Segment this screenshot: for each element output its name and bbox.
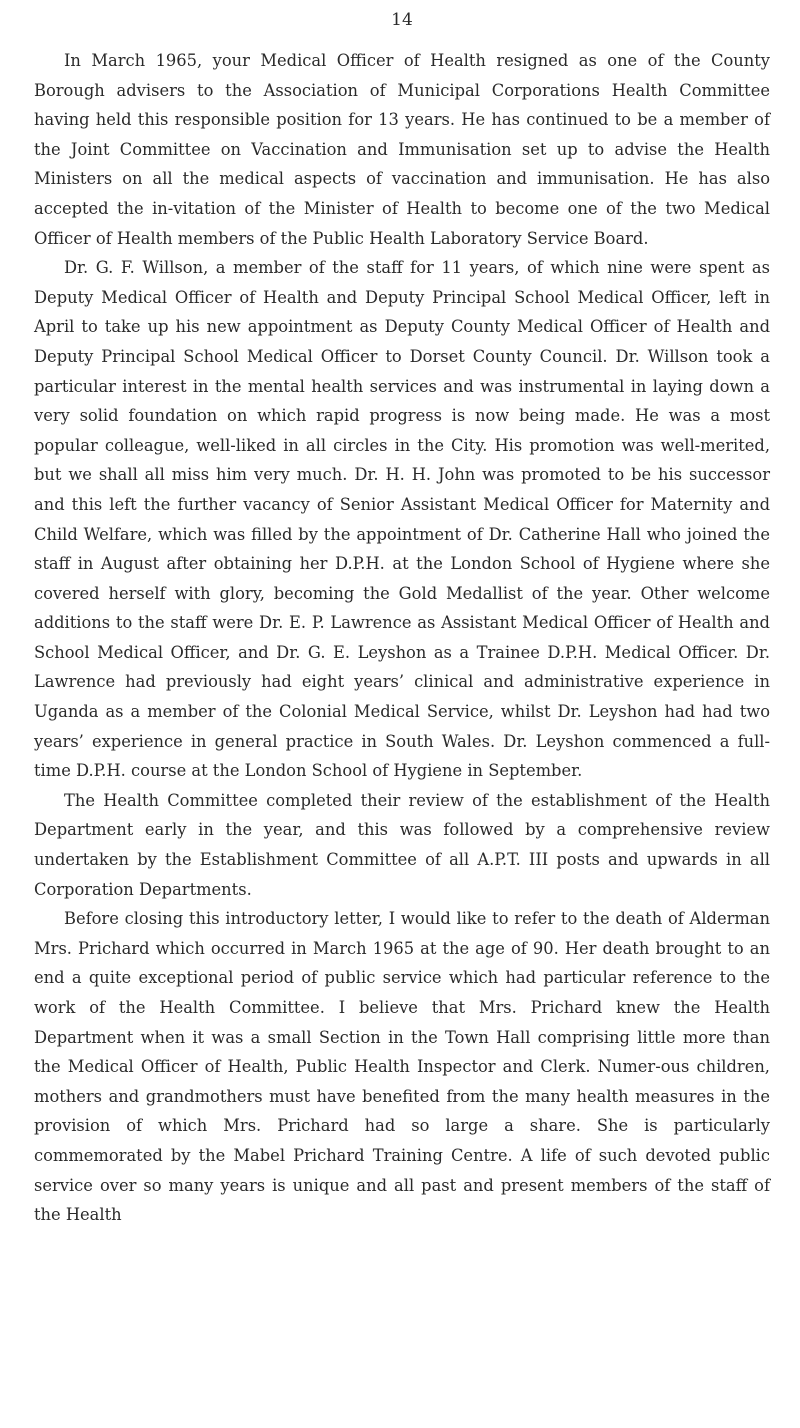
paragraph-staff-changes: Dr. G. F. Willson, a member of the staff for 11 years, of which nine were spent as Deputy Medical Officer of Health and Deputy Principal School Medical Officer, left in April to take up his new appointment as Deputy County Medical Officer of Health and Deputy Principal School Medical Officer to Dorset County Council. Dr. Willson took a particular interest in the mental health services and was instrumental in laying down a very solid foundation on which rapid progress is now being made. He was a most popular colleague, well-liked in all circles in the City. His promotion was well-merited, but we shall all miss him very much. Dr. H. H. John was promoted to be his successor and this left the further vacancy of Senior Assistant Medical Officer for Maternity and Child Welfare, which was filled by the appointment of Dr. Catherine Hall who joined the staff in August after obtaining her D.P.H. at the London School of Hygiene where she covered herself with glory, becoming the Gold Medallist of the year. Other welcome additions to the staff were Dr. E. P. Lawrence as Assistant Medical Officer of Health and School Medical Officer, and Dr. G. E. Leyshon as a Trainee D.P.H. Medical Officer. Dr. Lawrence had previously had eight years’ clinical and administrative experience in Uganda as a member of the Colonial Medical Service, whilst Dr. Leyshon had had two years’ experience in general practice in South Wales. Dr. Leyshon commenced a full-time D.P.H. course at the London School of Hygiene in September. bbox=[34, 258, 770, 781]
paragraph-establishment-review: The Health Committee completed their review of the establishment of the Health Department early in the year, and this was followed by a comprehensive review undertaken by the Establishment Committee of all A.P.T. III posts and upwards in all Corporation Departments. bbox=[34, 790, 770, 899]
page-number: 14 bbox=[391, 10, 413, 30]
paragraph-tribute: Before closing this introductory letter, I would like to refer to the death of Alderman Mrs. Prichard which occurred in March 1965 at the age of 90. Her death brought to an end a quite exceptional period of public service which had particular reference to the work of the Health Committee. I believe that Mrs. Prichard knew the Health Department when it was a small Section in the Town Hall comprising little more than the Medical Officer of Health, Public Health Inspector and Clerk. Numer-ous children, mothers and grandmothers must have benefited from the many health measures in the provision of which Mrs. Prichard had so large a share. She is particularly commemorated by the Mabel Prichard Training Centre. A life of such devoted public service over so many years is unique and all past and present members of the staff of the Health bbox=[34, 909, 770, 1225]
paragraph-resignation: In March 1965, your Medical Officer of Health resigned as one of the County Borough advisers to the Association of Municipal Corporations Health Committee having held this responsible position for 13 years. He has continued to be a member of the Joint Committee on Vaccination and Immunisation set up to advise the Health Ministers on all the medical aspects of vaccination and immunisation. He has also accepted the in-vitation of the Minister of Health to become one of the two Medical Officer of Health members of the Public Health Laboratory Service Board. bbox=[34, 51, 770, 248]
